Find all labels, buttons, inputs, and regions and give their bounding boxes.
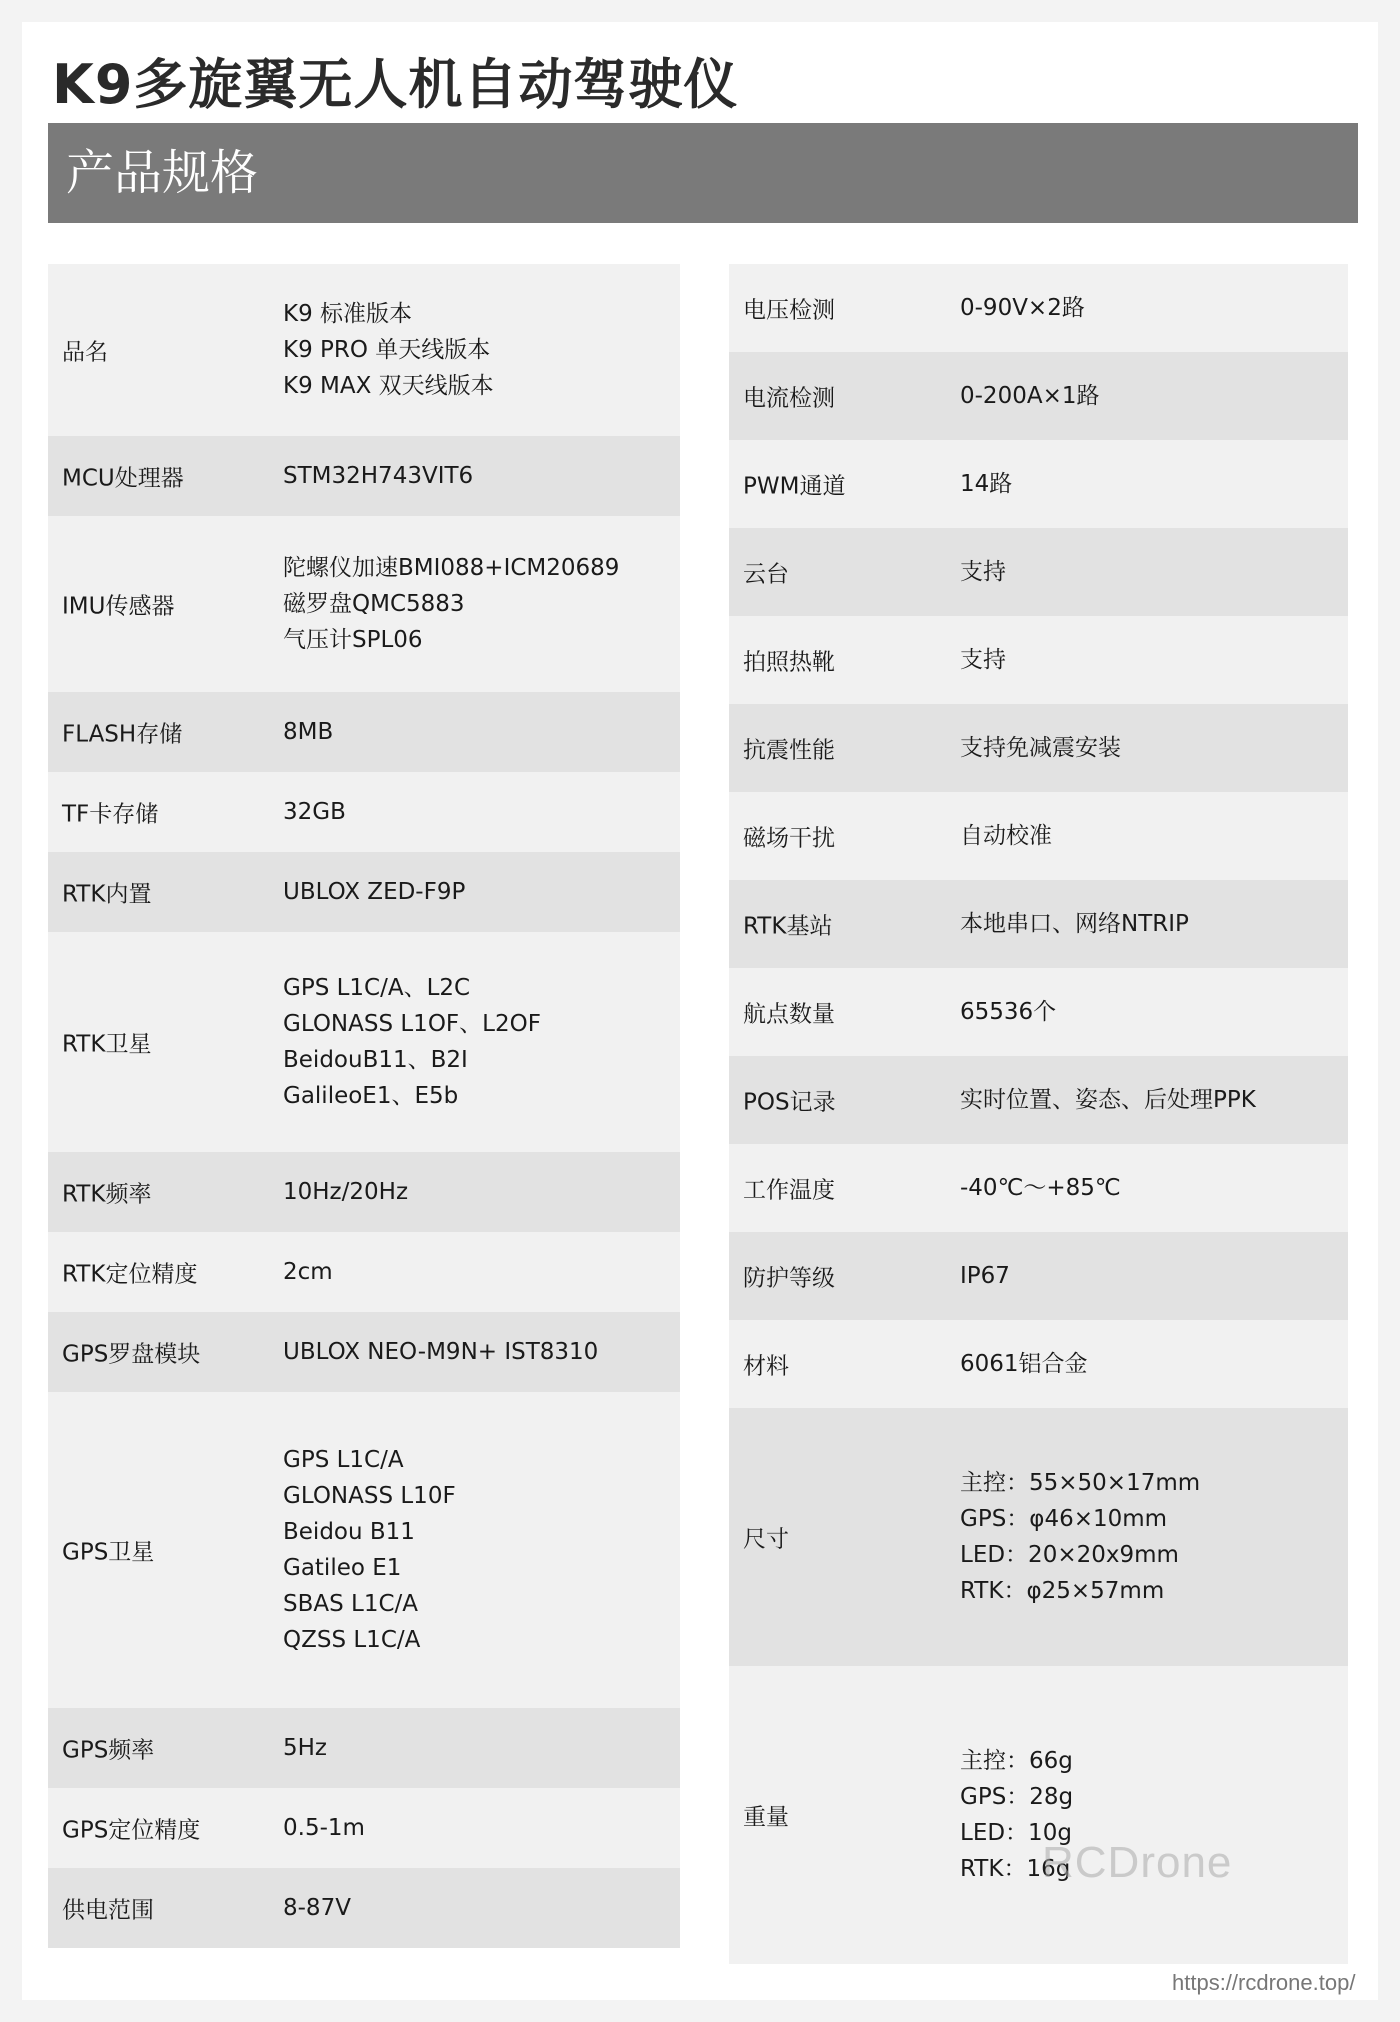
spec-value-line: 支持免减震安装 — [960, 735, 1121, 761]
spec-label: 电流检测 — [743, 385, 835, 412]
spec-value-line: 8MB — [283, 719, 334, 745]
spec-value — [283, 550, 619, 658]
spec-value-line: K9 标准版本 — [283, 301, 413, 327]
spec-value — [283, 458, 473, 494]
spec-row — [729, 1056, 1348, 1144]
spec-label: GPS定位精度 — [62, 1817, 201, 1844]
spec-label: 品名 — [62, 339, 108, 366]
spec-value-line: GPS：28g — [960, 1784, 1074, 1810]
spec-value-line: GalileoE1、E5b — [283, 1083, 459, 1109]
spec-sheet — [22, 22, 1378, 2000]
spec-value — [960, 1346, 1088, 1382]
spec-value-line: 本地串口、网络NTRIP — [960, 911, 1189, 937]
spec-value-line: LED：20×20x9mm — [960, 1542, 1179, 1568]
spec-label: 电压检测 — [743, 297, 835, 324]
spec-value-line: STM32H743VIT6 — [283, 463, 474, 489]
spec-row — [729, 880, 1348, 968]
spec-value — [960, 730, 1121, 766]
spec-value-line: GLONASS L10F — [283, 1483, 456, 1509]
spec-value-line: 14路 — [960, 471, 1013, 497]
spec-value — [283, 794, 346, 830]
spec-value — [960, 290, 1085, 326]
spec-row — [729, 440, 1348, 528]
spec-value-line: 磁罗盘QMC5883 — [283, 591, 465, 617]
spec-value-line: GLONASS L1OF、L2OF — [283, 1011, 541, 1037]
spec-value-line: GPS L1C/A — [283, 1447, 404, 1473]
section-title: 产品规格 — [66, 145, 259, 201]
spec-row — [48, 772, 680, 852]
spec-value-line: 实时位置、姿态、后处理PPK — [960, 1087, 1256, 1113]
section-header — [48, 123, 1358, 223]
spec-value-line: 主控：55×50×17mm — [960, 1470, 1201, 1496]
spec-value — [960, 1170, 1121, 1206]
spec-value-line: 2cm — [283, 1259, 333, 1285]
spec-value-line: K9 PRO 单天线版本 — [283, 337, 491, 363]
spec-label: 尺寸 — [743, 1526, 789, 1553]
spec-value-line: 陀螺仪加速BMI088+ICM20689 — [283, 555, 620, 581]
spec-row — [729, 1320, 1348, 1408]
spec-value-line: 支持 — [960, 647, 1006, 673]
spec-label: 供电范围 — [62, 1897, 154, 1924]
spec-label: 重量 — [743, 1804, 789, 1831]
spec-row — [729, 1144, 1348, 1232]
spec-value-line: 32GB — [283, 799, 346, 825]
spec-label: 防护等级 — [743, 1265, 835, 1292]
spec-value-line: -40℃～+85℃ — [960, 1175, 1121, 1201]
spec-label: 工作温度 — [743, 1177, 835, 1204]
spec-row — [729, 1666, 1348, 1964]
spec-table-left — [48, 264, 680, 1948]
spec-value — [283, 1730, 327, 1766]
spec-label: RTK频率 — [62, 1181, 152, 1208]
spec-label: 云台 — [743, 561, 789, 588]
spec-value — [960, 994, 1056, 1030]
spec-value-line: SBAS L1C/A — [283, 1591, 419, 1617]
spec-value-line: Beidou B11 — [283, 1519, 415, 1545]
spec-value — [960, 642, 1006, 678]
spec-row — [48, 1392, 680, 1708]
spec-value-line: BeidouB11、B2I — [283, 1047, 468, 1073]
spec-value-line: UBLOX ZED-F9P — [283, 879, 466, 905]
spec-row — [48, 1312, 680, 1392]
spec-value-line: 0.5-1m — [283, 1815, 365, 1841]
spec-row — [729, 1232, 1348, 1320]
spec-label: TF卡存储 — [62, 801, 159, 828]
spec-value — [283, 296, 494, 404]
spec-row — [48, 692, 680, 772]
spec-value — [283, 1810, 365, 1846]
spec-value-line: 0-200A×1路 — [960, 383, 1100, 409]
spec-label: GPS频率 — [62, 1737, 155, 1764]
spec-value-line: RTK：φ25×57mm — [960, 1578, 1165, 1604]
spec-value-line: 8-87V — [283, 1895, 351, 1921]
spec-row — [729, 264, 1348, 352]
spec-row — [729, 968, 1348, 1056]
spec-row — [48, 1232, 680, 1312]
spec-label: 拍照热靴 — [743, 649, 835, 676]
spec-value-line: 气压计SPL06 — [283, 627, 423, 653]
spec-value-line: IP67 — [960, 1263, 1010, 1289]
spec-row — [48, 1868, 680, 1948]
watermark: RCDrone — [1042, 1838, 1233, 1887]
spec-value-line: QZSS L1C/A — [283, 1627, 421, 1653]
spec-label: GPS卫星 — [62, 1539, 155, 1566]
spec-row — [48, 436, 680, 516]
spec-row — [48, 264, 680, 436]
spec-value-line: K9 MAX 双天线版本 — [283, 373, 494, 399]
spec-label: RTK定位精度 — [62, 1261, 198, 1288]
spec-value — [960, 1082, 1256, 1118]
spec-value-line: 10Hz/20Hz — [283, 1179, 409, 1205]
spec-value-line: 支持 — [960, 559, 1006, 585]
spec-label: IMU传感器 — [62, 593, 175, 620]
spec-row — [48, 1152, 680, 1232]
source-url[interactable]: https://rcdrone.top/ — [1172, 1970, 1356, 1995]
spec-value — [960, 906, 1189, 942]
spec-table-right — [729, 264, 1348, 1964]
spec-value — [960, 818, 1052, 854]
page-title: K9多旋翼无人机自动驾驶仪 — [52, 53, 739, 116]
spec-value-line: 65536个 — [960, 999, 1057, 1025]
spec-label: RTK卫星 — [62, 1031, 152, 1058]
spec-label: 航点数量 — [743, 1001, 835, 1028]
spec-label: FLASH存储 — [62, 721, 183, 748]
spec-value — [283, 874, 465, 910]
spec-label: GPS罗盘模块 — [62, 1341, 201, 1368]
spec-value — [283, 714, 333, 750]
spec-value-line: UBLOX NEO-M9N+ IST8310 — [283, 1339, 599, 1365]
spec-row — [729, 352, 1348, 440]
spec-value — [283, 1334, 598, 1370]
spec-value-line: GPS：φ46×10mm — [960, 1506, 1168, 1532]
spec-value — [960, 466, 1012, 502]
spec-value — [283, 1174, 408, 1210]
spec-value-line: 主控：66g — [960, 1748, 1073, 1774]
spec-row — [48, 852, 680, 932]
spec-label: 材料 — [743, 1353, 789, 1380]
spec-value-line: 0-90V×2路 — [960, 295, 1085, 321]
spec-value — [960, 554, 1006, 590]
spec-label: PWM通道 — [743, 473, 846, 500]
spec-label: 磁场干扰 — [743, 825, 835, 852]
spec-value — [283, 1442, 456, 1658]
spec-value-line: Gatileo E1 — [283, 1555, 402, 1581]
spec-value-line: RTK：16g — [960, 1856, 1071, 1882]
spec-value — [960, 378, 1099, 414]
spec-value — [283, 970, 541, 1114]
spec-row — [48, 932, 680, 1152]
spec-value-line: LED：10g — [960, 1820, 1072, 1846]
spec-label: 抗震性能 — [743, 737, 835, 764]
spec-value-line: 自动校准 — [960, 823, 1052, 849]
spec-row — [729, 1408, 1348, 1666]
spec-row — [729, 704, 1348, 792]
spec-label: MCU处理器 — [62, 465, 184, 492]
spec-value — [960, 1258, 1010, 1294]
spec-label: RTK基站 — [743, 913, 833, 940]
spec-row — [48, 1708, 680, 1788]
spec-row — [48, 1788, 680, 1868]
spec-value-line: GPS L1C/A、L2C — [283, 975, 471, 1001]
spec-row — [729, 616, 1348, 704]
spec-label: POS记录 — [743, 1089, 836, 1116]
spec-value — [283, 1254, 333, 1290]
spec-value — [960, 1465, 1200, 1609]
spec-label: RTK内置 — [62, 881, 152, 908]
spec-value-line: 5Hz — [283, 1735, 328, 1761]
spec-value-line: 6061铝合金 — [960, 1351, 1088, 1377]
spec-row — [48, 516, 680, 692]
spec-row — [729, 792, 1348, 880]
spec-row — [729, 528, 1348, 616]
spec-value — [283, 1890, 351, 1926]
